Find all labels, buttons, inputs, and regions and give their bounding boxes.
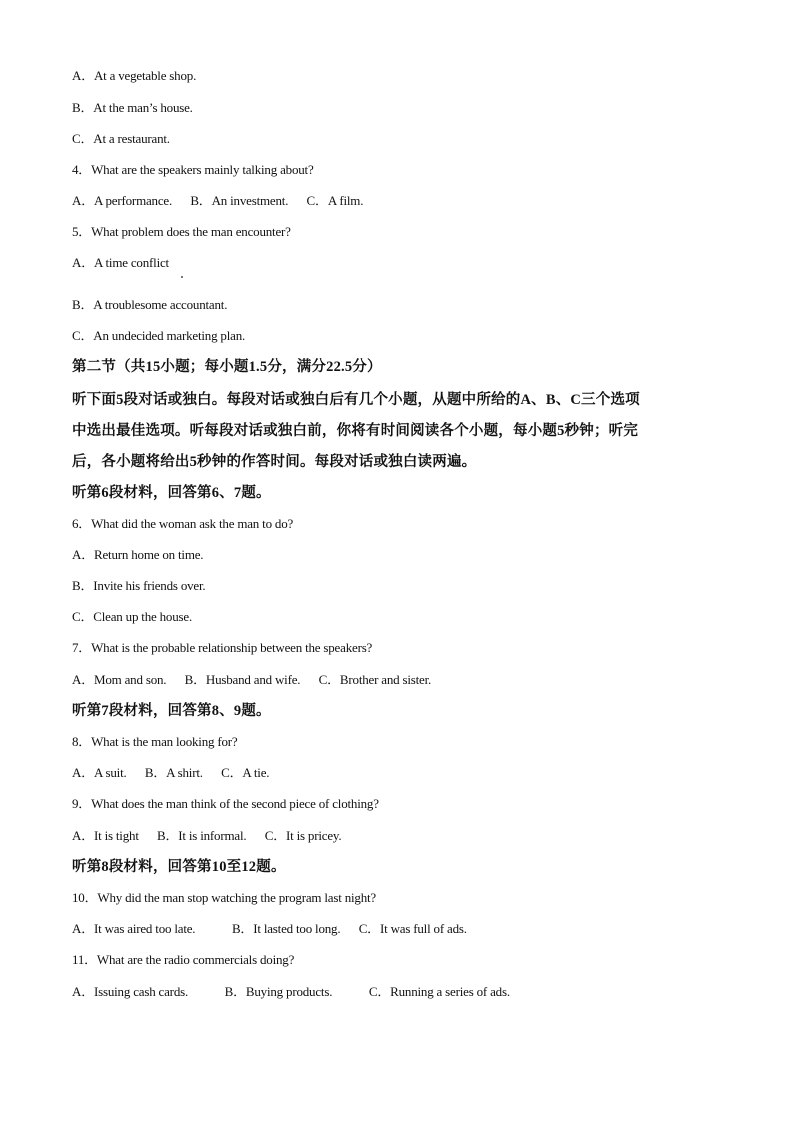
option-3a: A．At a vegetable shop. <box>72 68 197 83</box>
question-7: 7．What is the probable relationship between the speakers? <box>72 640 373 655</box>
question-8: 8．What is the man looking for? <box>72 734 238 749</box>
options-11: A．Issuing cash cards. B．Buying products. C．Running a series of ads. <box>72 984 510 999</box>
stray-dot <box>181 276 183 278</box>
material-6-heading: 听第6段材料，回答第6、7题。 <box>72 485 271 501</box>
option-6b: B．Invite his friends over. <box>72 578 206 593</box>
options-8: A．A suit. B．A shirt. C．A tie. <box>72 765 270 780</box>
question-4: 4．What are the speakers mainly talking about? <box>72 162 314 177</box>
options-10: A．It was aired too late. B．It lasted too long. C．It was full of ads. <box>72 921 467 936</box>
options-7: A．Mom and son. B．Husband and wife. C．Brother and sister. <box>72 672 432 687</box>
question-10: 10．Why did the man stop watching the program last night? <box>72 890 376 905</box>
option-6a: A．Return home on time. <box>72 547 204 562</box>
material-7-heading: 听第7段材料，回答第8、9题。 <box>72 703 271 719</box>
material-8-heading: 听第8段材料，回答第10至12题。 <box>72 859 286 875</box>
option-6c: C．Clean up the house. <box>72 609 193 624</box>
option-5a: A．A time conflict <box>72 255 169 270</box>
instructions-line-3: 后，各小题将给出5秒钟的作答时间。每段对话或独白读两遍。 <box>72 454 477 470</box>
section-2-heading: 第二节（共15小题；每小题1.5分，满分22.5分） <box>72 359 382 375</box>
question-11: 11．What are the radio commercials doing? <box>72 952 295 967</box>
instructions-line-1: 听下面5段对话或独白。每段对话或独白后有几个小题，从题中所给的A、B、C三个选项 <box>72 392 640 408</box>
question-5: 5．What problem does the man encounter? <box>72 224 291 239</box>
option-5b: B．A troublesome accountant. <box>72 297 228 312</box>
option-5c: C．An undecided marketing plan. <box>72 328 246 343</box>
question-6: 6．What did the woman ask the man to do? <box>72 516 294 531</box>
options-4: A．A performance. B．An investment. C．A film. <box>72 193 364 208</box>
question-9: 9．What does the man think of the second piece of clothing? <box>72 796 379 811</box>
options-9: A．It is tight B．It is informal. C．It is pricey. <box>72 828 342 843</box>
instructions-line-2: 中选出最佳选项。听每段对话或独白前，你将有时间阅读各个小题，每小题5秒钟；听完 <box>72 423 639 439</box>
option-3c: C．At a restaurant. <box>72 131 170 146</box>
option-3b: B．At the man’s house. <box>72 100 193 115</box>
